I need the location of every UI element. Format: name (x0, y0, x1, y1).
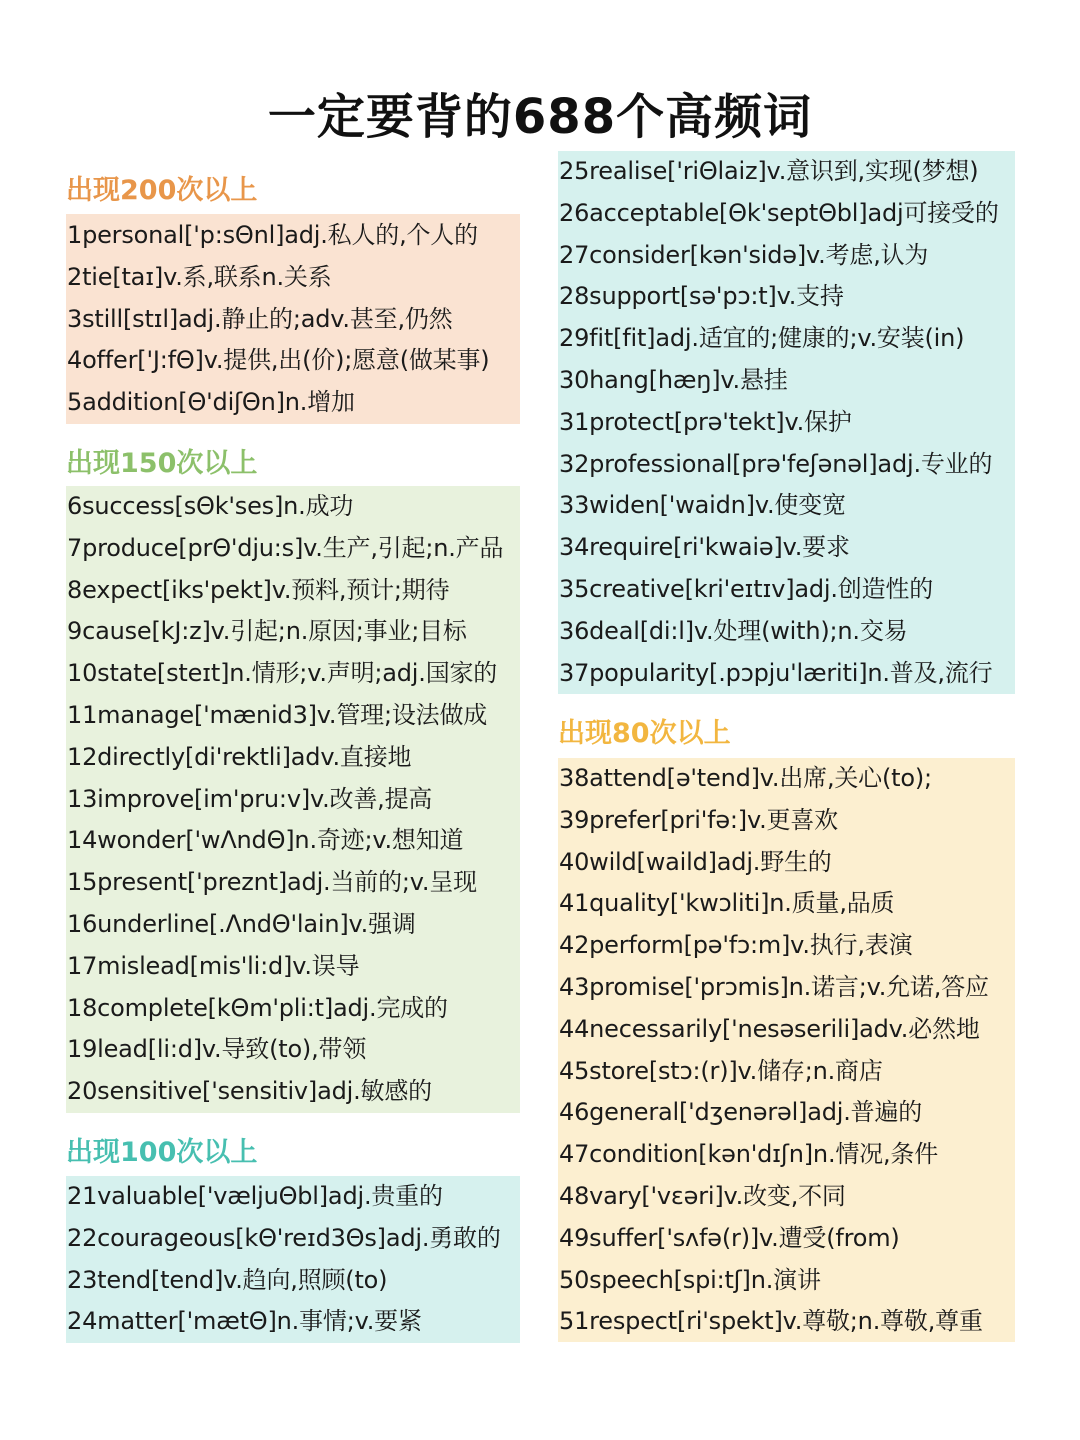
word-entry: 33widen['waidn]v.使变宽 (559, 491, 846, 520)
word-entry: 23tend[tend]v.趋向,照顾(to) (67, 1265, 388, 1294)
word-entry: 44necessarily['nesəserili]adv.必然地 (559, 1014, 980, 1043)
word-entry: 34require[ri'kwaiə]v.要求 (559, 533, 850, 562)
word-list-100-continued (558, 151, 1015, 694)
word-entry: 21valuable['væljuΘbl]adj.贵重的 (67, 1182, 443, 1210)
word-entry: 20sensitive['sensitiv]adj.敏感的 (67, 1077, 432, 1106)
word-entry: 43promise['prɔmis]n.诺言;v.允诺,答应 (559, 972, 989, 1001)
word-entry: 28support[sə'pɔ:t]v.支持 (559, 282, 844, 311)
word-list-200 (66, 214, 520, 424)
word-entry: 31protect[prə'tekt]v.保护 (559, 407, 852, 436)
section-heading-200: 出现200次以上 (66, 175, 258, 206)
word-entry: 32professional[prə'feʃənəl]adj.专业的 (559, 449, 993, 478)
word-entry: 46general['dʒenərəl]adj.普遍的 (559, 1098, 923, 1127)
word-entry: 41quality['kwɔliti]n.质量,品质 (559, 889, 895, 918)
word-entry: 15present['preznt]adj.当前的;v.呈现 (67, 868, 477, 897)
word-entry: 30hang[hæŋ]v.悬挂 (559, 365, 788, 394)
word-entry: 45store[stɔ:(r)]v.储存;n.商店 (559, 1056, 883, 1085)
word-list-150 (66, 486, 520, 1113)
word-entry: 50speech[spi:tʃ]n.演讲 (559, 1265, 821, 1294)
section-heading-150: 出现150次以上 (66, 448, 258, 479)
word-entry: 29fit[fit]adj.适宜的;健康的;v.安装(in) (559, 324, 965, 353)
word-entry: 9cause[kJ:z]v.引起;n.原因;事业;目标 (67, 617, 467, 646)
word-entry: 49suffer['sʌfə(r)]v.遭受(from) (559, 1223, 900, 1252)
word-entry: 3still[stɪl]adj.静止的;adv.甚至,仍然 (67, 304, 453, 333)
word-entry: 4offer['J:fΘ]v.提供,出(价);愿意(做某事) (67, 346, 490, 375)
word-entry: 18complete[kΘm'pli:t]adj.完成的 (67, 993, 448, 1022)
word-entry: 5addition[Θ'diʃΘn]n.增加 (67, 388, 355, 417)
word-entry: 1personal['p:sΘnl]adj.私人的,个人的 (67, 221, 478, 249)
word-entry: 19lead[li:d]v.导致(to),带领 (67, 1035, 367, 1064)
word-entry: 26acceptable[Θk'septΘbl]adj可接受的 (559, 198, 999, 227)
word-entry: 48vary['vɛəri]v.改变,不同 (559, 1181, 846, 1210)
word-entry: 6success[sΘk'ses]n.成功 (67, 492, 354, 520)
word-entry: 17mislead[mis'li:d]v.误导 (67, 951, 360, 980)
word-entry: 12directly[di'rektli]adv.直接地 (67, 742, 412, 771)
word-entry: 35creative[kri'eɪtɪv]adj.创造性的 (559, 574, 934, 603)
word-entry: 14wonder['wΛndΘ]n.奇迹;v.想知道 (67, 826, 464, 855)
word-entry: 39prefer[pri'fə:]v.更喜欢 (559, 805, 838, 834)
word-entry: 22courageous[kΘ'reɪd3Θs]adj.勇敢的 (67, 1223, 501, 1252)
word-entry: 27consider[kən'sidə]v.考虑,认为 (559, 240, 929, 269)
word-list-100 (66, 1176, 520, 1343)
word-entry: 11manage['mænid3]v.管理;设法做成 (67, 700, 488, 729)
word-entry: 13improve[im'pru:v]v.改善,提高 (67, 784, 433, 813)
word-entry: 24matter['mætΘ]n.事情;v.要紧 (67, 1307, 422, 1336)
section-heading-80: 出现80次以上 (558, 718, 731, 749)
word-entry: 40wild[waild]adj.野生的 (559, 847, 832, 876)
word-entry: 7produce[prΘ'dju:s]v.生产,引起;n.产品 (67, 533, 504, 562)
word-entry: 8expect[iks'pekt]v.预料,预计;期待 (67, 575, 450, 604)
word-entry: 16underline[.ΛndΘ'lain]v.强调 (67, 909, 416, 938)
word-entry: 51respect[ri'spekt]v.尊敬;n.尊敬,尊重 (559, 1307, 983, 1336)
word-entry: 38attend[ə'tend]v.出席,关心(to); (559, 764, 932, 792)
section-heading-100: 出现100次以上 (66, 1137, 258, 1168)
word-entry: 42perform[pə'fɔ:m]v.执行,表演 (559, 931, 913, 960)
word-entry: 37popularity[.pɔpju'læriti]n.普及,流行 (559, 658, 993, 687)
word-entry: 25realise['riΘlaiz]v.意识到,实现(梦想) (559, 157, 979, 185)
word-entry: 47condition[kən'dɪʃn]n.情况,条件 (559, 1140, 938, 1169)
word-list-80 (558, 758, 1015, 1342)
word-entry: 36deal[di:l]v.处理(with);n.交易 (559, 616, 908, 645)
page-title: 一定要背的688个高频词 (267, 89, 813, 145)
word-entry: 10state[steɪt]n.情形;v.声明;adj.国家的 (67, 659, 498, 688)
word-entry: 2tie[taɪ]v.系,联系n.关系 (67, 262, 332, 291)
